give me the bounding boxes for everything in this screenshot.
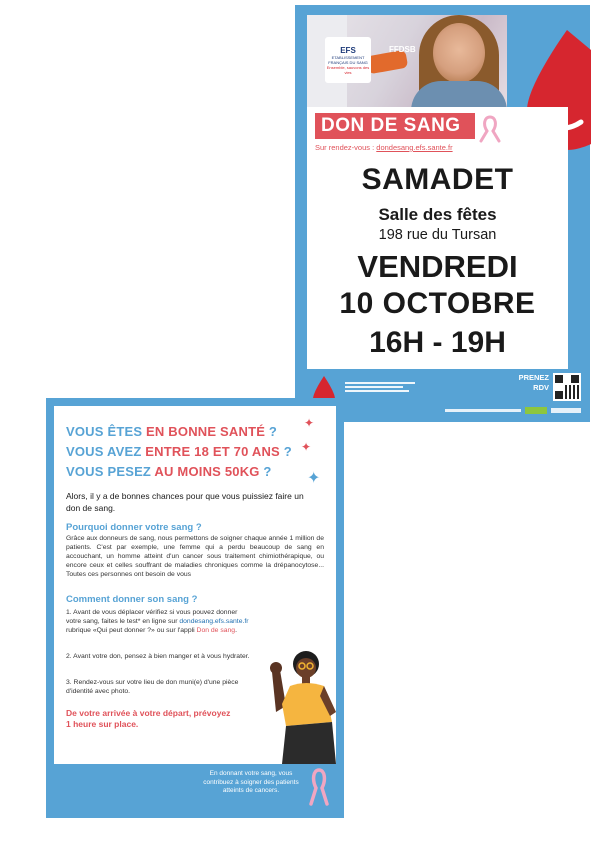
qr-code-pattern [555, 375, 579, 399]
arrival-notice: De votre arrivée à votre départ, prévoyez 1 heure sur place. [66, 708, 231, 729]
question-age-prefix: VOUS AVEZ [66, 444, 146, 459]
event-day: VENDREDI [357, 249, 518, 284]
question-health [66, 424, 277, 439]
question-weight-prefix: VOUS PESEZ [66, 464, 155, 479]
poster [295, 5, 590, 422]
photo-face [433, 23, 485, 83]
step-1-link[interactable]: dondesang.efs.sante.fr [179, 618, 249, 625]
partner-logo: FFDSB [389, 45, 416, 54]
event-date: 10 OCTOBRE [339, 287, 536, 320]
leaflet [46, 398, 344, 818]
event-address: 198 rue du Tursan [378, 227, 497, 243]
person-illustration [266, 642, 340, 764]
photo-shirt [411, 81, 507, 107]
event-venue: Salle des fêtes [378, 205, 497, 224]
sparkle-icon: ✦ [304, 416, 315, 430]
appointment-link[interactable]: dondesang.efs.sante.fr [376, 143, 453, 152]
leaflet-footer-text: En donnant votre sang, vous contribuez à soigner des patients atteints de cancers. [203, 770, 299, 794]
why-donate-text: Grâce aux donneurs de sang, nous permettons de soigner chaque année 1 million de patients. C'est par exemple, une femme qui a perdu beaucoup de sang en accouchant, un homme atteint d'un cancer sous traitement chimiothérapique, ou encore ceux et celles souffrant de maladies chroniques comme la drépanocytose... Toutes ces personnes ont besoin de vous [66, 535, 324, 578]
question-health-highlight: EN BONNE SANTÉ [146, 424, 266, 439]
question-health-prefix: VOUS ÊTES [66, 424, 147, 439]
footer-legal-strip [445, 407, 585, 415]
question-weight-highlight: AU MOINS 50KG [154, 464, 260, 479]
efs-logo-text: EFS [340, 46, 356, 55]
sparkle-icon: ✦ [301, 440, 312, 454]
appointment-info [315, 143, 453, 152]
pink-ribbon-icon [308, 766, 330, 806]
pink-ribbon-icon [477, 113, 503, 143]
footer-partner-logos [345, 382, 415, 394]
rdv-cta-line2: RDV [533, 383, 549, 392]
step-1-middle: rubrique «Qui peut donner ?» ou sur l'appli [66, 627, 197, 634]
question-age-suffix: ? [279, 444, 292, 459]
don-de-sang-title: DON DE SANG [315, 113, 475, 139]
sparkle-icon: ✦ [307, 470, 321, 487]
rdv-call-to-action [509, 373, 549, 393]
step-1-app-link[interactable]: Don de sang [196, 627, 236, 634]
efs-logo-line1: ETABLISSEMENT FRANÇAIS DU SANG [328, 55, 368, 65]
question-weight-suffix: ? [259, 464, 272, 479]
event-hours: 16H - 19H [369, 326, 506, 359]
question-age [66, 444, 292, 459]
step-1-end: . [235, 627, 237, 634]
qr-code[interactable] [553, 373, 581, 401]
step-2: 2. Avant votre don, pensez à bien manger et à vous hydrater. [66, 653, 250, 660]
question-weight [66, 464, 272, 479]
event-city: SAMADET [361, 163, 514, 196]
efs-logo [325, 37, 371, 83]
appointment-prefix: Sur rendez-vous : [315, 143, 377, 152]
efs-logo-line2: Ensemble, sauvons des vies [326, 65, 370, 75]
rdv-cta-line1: PRENEZ [518, 373, 549, 382]
why-donate-heading: Pourquoi donner votre sang ? [66, 522, 202, 533]
step-1 [66, 608, 251, 635]
step-3: 3. Rendez-vous sur votre lieu de don muni(e) d'une pièce d'identité avec photo. [66, 679, 239, 695]
question-age-highlight: ENTRE 18 ET 70 ANS [145, 444, 280, 459]
step-1-text: 1. Avant de vous déplacer vérifiez si vous pouvez donner votre sang, faites le test* en ligne sur [66, 609, 238, 625]
leaflet-info-panel [54, 406, 336, 764]
question-health-suffix: ? [265, 424, 278, 439]
intro-text: Alors, il y a de bonnes chances pour que vous puissiez faire un don de sang. [66, 491, 304, 513]
poster-info-panel [307, 107, 568, 369]
donor-photo [307, 15, 507, 107]
how-to-donate-heading: Comment donner son sang ? [66, 594, 198, 605]
